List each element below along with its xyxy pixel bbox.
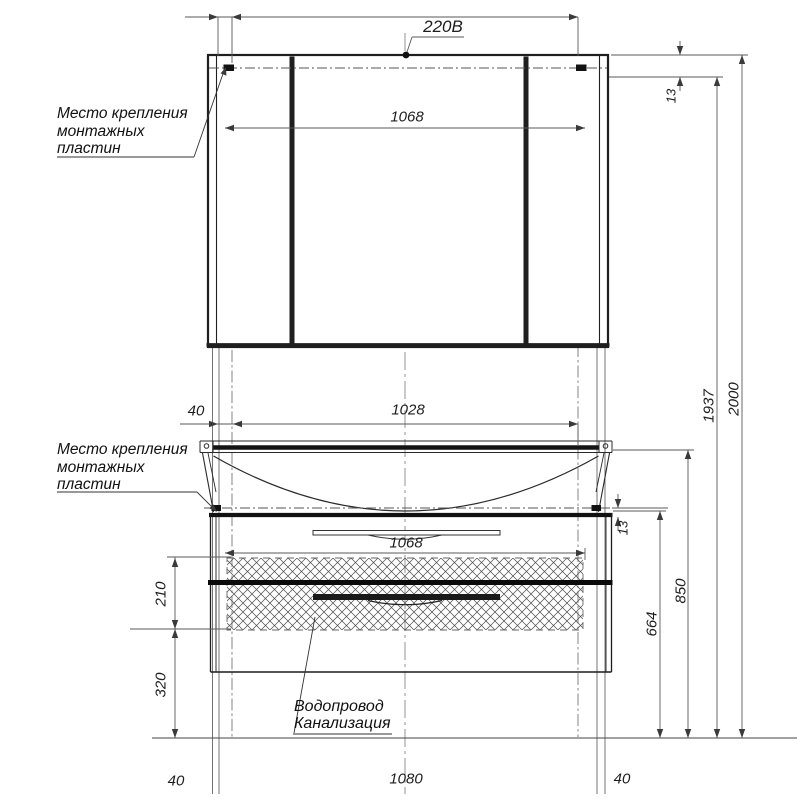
door-stile-left [290,57,295,346]
dim-service-zone-height: 210 [152,581,170,607]
rim-screw-right [603,444,608,449]
dim-mirror-mount-height: 1937 [700,389,718,423]
dim-sink-height: 850 [672,578,690,604]
dim-service-zone-floor: 320 [152,672,170,698]
mirror-cabinet [207,52,610,347]
vanity-plate-right [592,505,602,511]
drawer-handle-bottom [313,594,500,600]
washbasin [200,441,612,512]
plumbing-label: Водопровод Канализация [294,698,391,732]
rim-screw-left [204,444,209,449]
dim-floor-gap-left: 40 [167,772,185,790]
basin-curve [214,456,599,511]
dim-plate-span: 1028 [391,401,425,419]
dim-vanity-mount-height: 664 [643,611,661,637]
mounting-label-top: Место крепления монтажных пластин [57,105,188,157]
door-stile-right [524,57,529,346]
dim-overall-height: 2000 [725,382,743,416]
power-point-dot [403,52,410,59]
dim-mirror-width: 1068 [390,108,424,126]
dim-vanity-plate-offset: 13 [615,520,631,536]
dim-vanity-width: 1068 [389,534,423,552]
dim-wall-gap: 40 [187,402,205,420]
dim-mirror-plate-offset: 13 [663,88,679,104]
dim-floor-span: 1080 [389,770,423,788]
dim-floor-gap-right: 40 [613,770,631,788]
mounting-plate-right [576,65,587,72]
power-callout: 220В [423,17,463,36]
mounting-label-bottom: Место крепления монтажных пластин [57,441,188,493]
vanity-cabinet [204,505,613,672]
